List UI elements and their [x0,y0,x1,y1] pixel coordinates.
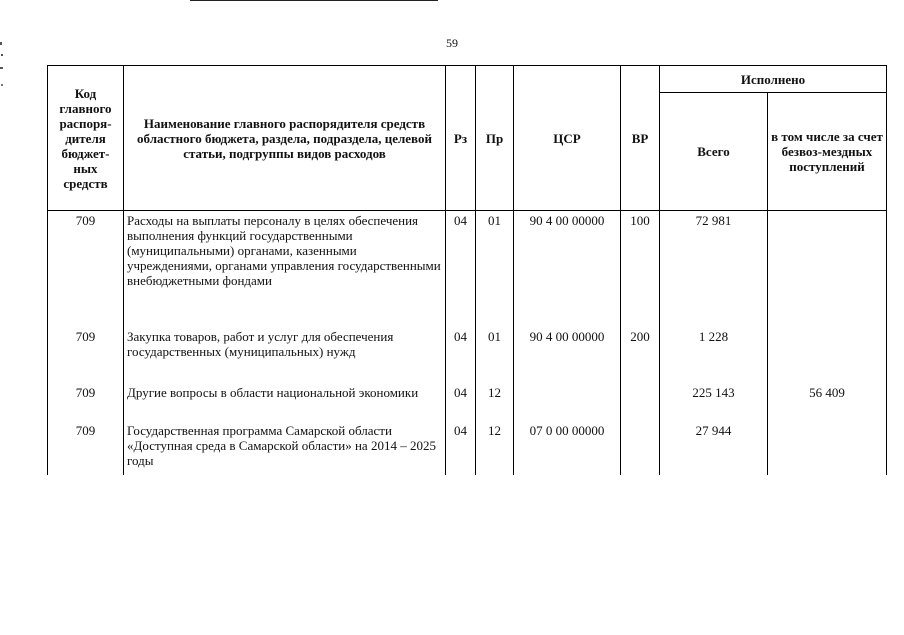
page-number: 59 [446,36,458,50]
header-pr: Пр [476,66,514,211]
cell-rz: 04 [446,211,476,328]
budget-expenditure-table [47,65,887,475]
cell-pr: 12 [476,383,514,421]
cell-rz: 04 [446,383,476,421]
cell-pr: 01 [476,327,514,383]
cell-vr [621,383,660,421]
header-including: в том числе за счет безвоз-мездных поступлений [768,93,887,211]
cell-code: 709 [48,383,124,421]
cell-rz: 04 [446,327,476,383]
cell-including [768,211,887,328]
cell-total: 1 228 [660,327,768,383]
cell-name: Другие вопросы в области национальной экономики [124,383,446,421]
table-row [48,327,887,383]
table-row [48,421,887,475]
header-rz: Рз [446,66,476,211]
cell-csr [514,383,621,421]
cell-pr: 12 [476,421,514,475]
cell-name: Расходы на выплаты персоналу в целях обеспечения выполнения функций государственными (муниципальными) органами, казенными учреждениями, органами управления государственными внебюджетными фондами [124,211,446,328]
table-row [48,383,887,421]
cell-vr: 200 [621,327,660,383]
cell-code: 709 [48,421,124,475]
cell-total: 72 981 [660,211,768,328]
cell-total: 27 944 [660,421,768,475]
cell-vr [621,421,660,475]
header-vr: ВР [621,66,660,211]
table-row [48,211,887,328]
cell-pr: 01 [476,211,514,328]
header-row-top [48,66,887,93]
top-rule [190,0,438,1]
cell-including: 56 409 [768,383,887,421]
cell-name: Государственная программа Самарской области «Доступная среда в Самарской области» на 2014 – 2025 годы [124,421,446,475]
cell-code: 709 [48,327,124,383]
scan-edge-marks [0,40,6,100]
cell-code: 709 [48,211,124,328]
cell-vr: 100 [621,211,660,328]
header-name: Наименование главного распорядителя средств областного бюджета, раздела, подраздела, целевой статьи, подгруппы видов расходов [124,66,446,211]
cell-name: Закупка товаров, работ и услуг для обеспечения государственных (муниципальных) нужд [124,327,446,383]
header-executed: Исполнено [660,66,887,93]
header-csr: ЦСР [514,66,621,211]
header-total: Всего [660,93,768,211]
header-code: Код главного распоря-дителя бюджет-ных средств [48,66,124,211]
cell-csr: 07 0 00 00000 [514,421,621,475]
cell-including [768,327,887,383]
cell-csr: 90 4 00 00000 [514,327,621,383]
cell-total: 225 143 [660,383,768,421]
cell-rz: 04 [446,421,476,475]
cell-including [768,421,887,475]
cell-csr: 90 4 00 00000 [514,211,621,328]
